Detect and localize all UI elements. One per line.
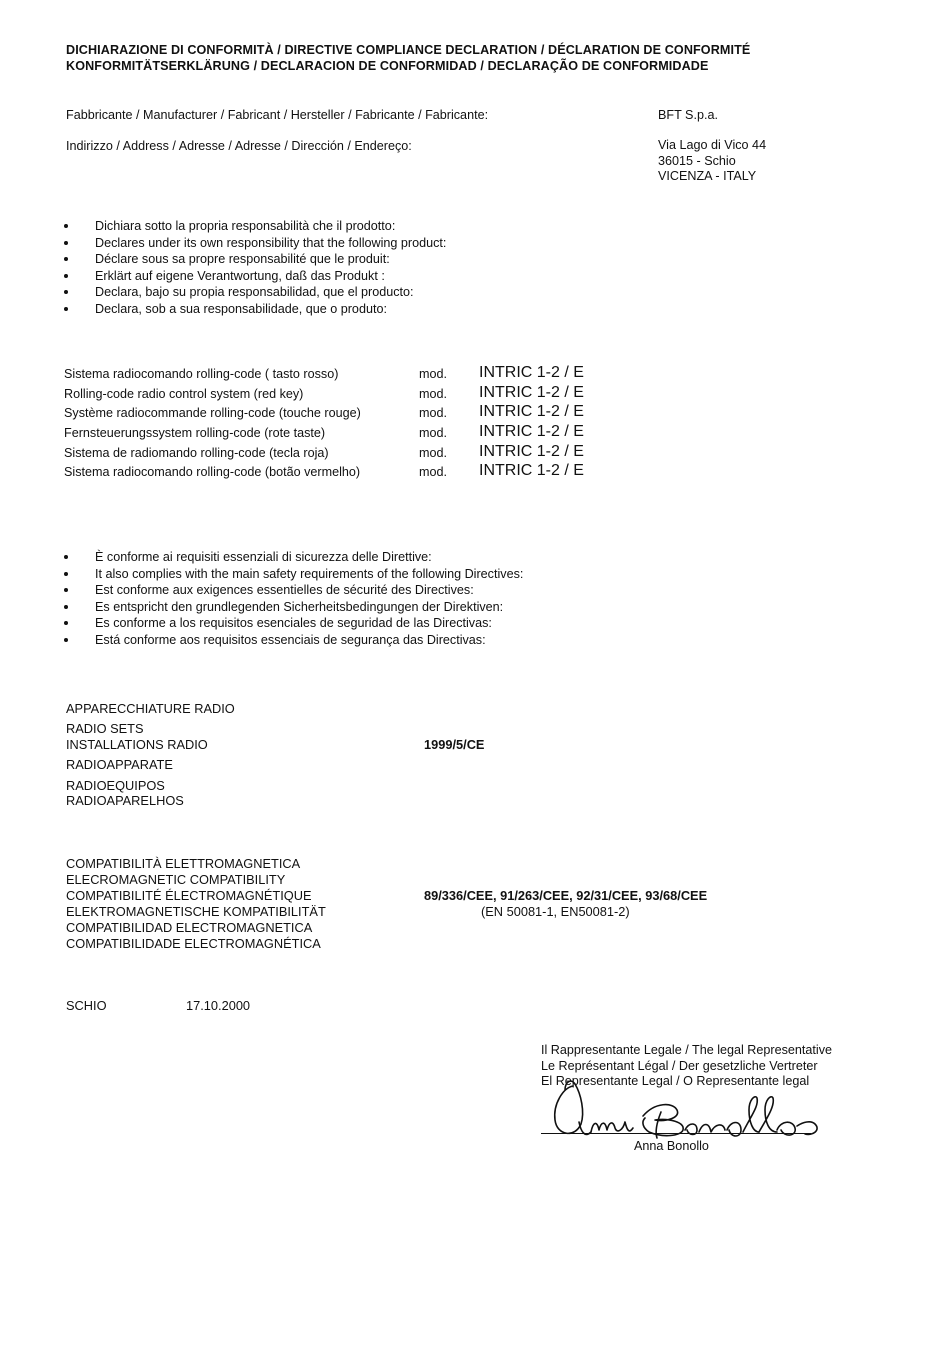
bullet-icon [64, 307, 68, 311]
emc-category-line: COMPATIBILIDAD ELECTROMAGNETICA [66, 920, 313, 935]
bullet-icon [64, 638, 68, 642]
representative-line: El Representante Legal / O Representante legal [541, 1074, 810, 1088]
representative-line: Le Représentant Légal / Der gesetzliche Vertreter [541, 1058, 818, 1073]
emc-category-line: COMPATIBILITÉ ÉLECTROMAGNÉTIQUE [66, 888, 312, 903]
emc-category-line: ELECROMAGNETIC COMPATIBILITY [66, 872, 286, 887]
title-line-2: KONFORMITÄTSERKLÄRUNG / DECLARACION DE CONFORMIDAD / DECLARAÇÃO DE CONFORMIDADE [66, 59, 709, 73]
address-line: Via Lago di Vico 44 [658, 138, 767, 152]
address-line: VICENZA - ITALY [658, 169, 757, 183]
bullet-icon [64, 274, 68, 278]
bullet-icon [64, 224, 68, 228]
manufacturer-value: BFT S.p.a. [658, 108, 718, 122]
product-name: Sistema de radiomando rolling-code (tecla roja) [64, 445, 329, 460]
product-mod: mod. [419, 386, 447, 401]
bullet-icon [64, 605, 68, 609]
product-model: INTRIC 1-2 / E [479, 383, 584, 401]
product-mod: mod. [419, 367, 447, 381]
bullet-icon [64, 241, 68, 245]
product-model: INTRIC 1-2 / E [479, 442, 584, 460]
emc-category-line: COMPATIBILITÀ ELETTROMAGNETICA [66, 856, 301, 871]
product-name: Système radiocommande rolling-code (touche rouge) [64, 406, 361, 421]
bullet-icon [64, 257, 68, 261]
product-mod: mod. [419, 426, 447, 441]
bullet-icon [64, 555, 68, 559]
manufacturer-label: Fabbricante / Manufacturer / Fabricant / Hersteller / Fabricante / Fabricante: [66, 108, 489, 122]
radio-category-line: RADIOAPPARATE [66, 757, 173, 772]
bullet-icon [64, 290, 68, 294]
product-name: Fernsteuerungssystem rolling-code (rote taste) [64, 426, 326, 441]
emc-directive-codes: 89/336/CEE, 91/263/CEE, 92/31/CEE, 93/68/CEE [424, 888, 708, 903]
radio-category-line: INSTALLATIONS RADIO [66, 737, 208, 752]
radio-category-line: RADIOAPARELHOS [66, 793, 184, 808]
emc-category-line: COMPATIBILIDADE ELECTROMAGNÉTICA [66, 936, 321, 951]
radio-category-line: RADIO SETS [66, 721, 144, 736]
bullet-icon [64, 572, 68, 576]
product-mod: mod. [419, 445, 447, 460]
product-model: INTRIC 1-2 / E [479, 364, 584, 381]
radio-directive-code: 1999/5/CE [424, 737, 485, 752]
bullet-icon [64, 588, 68, 592]
product-model: INTRIC 1-2 / E [479, 462, 584, 480]
date: 17.10.2000 [186, 998, 251, 1013]
address-line: 36015 - Schio [658, 153, 736, 168]
place: SCHIO [66, 998, 107, 1013]
product-model: INTRIC 1-2 / E [479, 423, 584, 441]
emc-category-block [66, 856, 326, 952]
address-block [658, 138, 766, 185]
title-line-1: DICHIARAZIONE DI CONFORMITÀ / DIRECTIVE COMPLIANCE DECLARATION / DÉCLARATION DE CONFORMITÉ [66, 43, 751, 57]
emc-category-line: ELEKTROMAGNETISCHE KOMPATIBILITÄT [66, 904, 326, 919]
radio-category-line: APPARECCHIATURE RADIO [66, 701, 235, 716]
product-name: Sistema radiocomando rolling-code ( tasto rosso) [64, 367, 339, 381]
product-name: Sistema radiocomando rolling-code (botão vermelho) [64, 465, 361, 480]
document-title [66, 42, 750, 74]
product-name: Rolling-code radio control system (red key) [64, 386, 304, 401]
radio-category-line: RADIOEQUIPOS [66, 778, 165, 793]
bullet-icon [64, 621, 68, 625]
product-mod: mod. [419, 465, 447, 480]
representative-name: Anna Bonollo [634, 1139, 709, 1153]
product-mod: mod. [419, 406, 447, 421]
product-model: INTRIC 1-2 / E [479, 403, 584, 421]
signature-line [541, 1133, 811, 1134]
representative-line: Il Rappresentante Legale / The legal Representative [541, 1043, 833, 1057]
address-label: Indirizzo / Address / Adresse / Adresse / Dirección / Endereço: [66, 139, 412, 153]
emc-standards: (EN 50081-1, EN50081-2) [481, 904, 630, 919]
